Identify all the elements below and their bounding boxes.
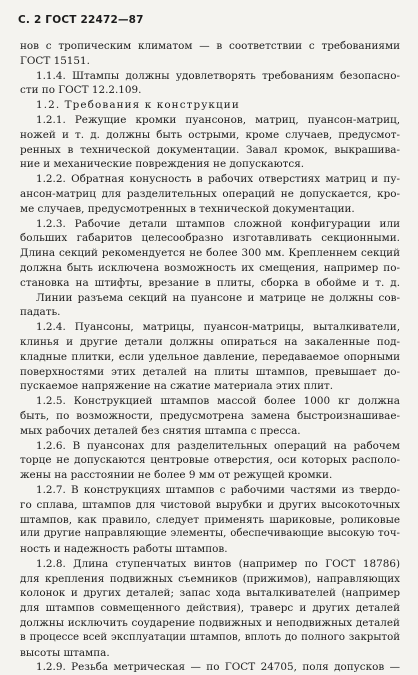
text-line: должны исключить соударение подвижных и неподвижных деталей — [20, 617, 400, 630]
text-line: должна быть исключена возможность их смещения, например по- — [20, 261, 400, 274]
text-line: штампов, как правило, следует применять шариковые, роликовые — [20, 513, 400, 526]
text-line: 1.2.1. Режущие кромки пуансонов, матриц, пуансон-матриц, — [36, 113, 400, 126]
text-line: Линии разъема секций на пуансоне и матрице не должны сов- — [36, 291, 400, 304]
text-line: ность и надежность работы штампов. — [20, 543, 228, 556]
text-line: жены на расстоянии не более 9 мм от режущей кромки. — [20, 469, 333, 482]
text-line: 1.1.4. Штампы должны удовлетворять требованиям безопасно- — [36, 69, 400, 82]
text-line: или другие направляющие элементы, обеспечивающие высокую точ- — [20, 528, 400, 540]
text-line: сти по ГОСТ 12.2.109. — [20, 84, 142, 97]
text-line: ние и механические повреждения не допускаются. — [20, 158, 305, 171]
text-line: ГОСТ 15151. — [20, 54, 90, 67]
text-line: 1.2.3. Рабочие детали штампов сложной конфигурации или — [36, 217, 400, 230]
text-line: становка на штифты, врезание в плиты, сборка в обойме и т. д. — [20, 276, 400, 289]
text-line: колонок и других деталей; запас хода выталкивателей (например — [20, 587, 400, 600]
text-line: ансон-матриц для разделительных операций не допускается, кро- — [20, 187, 400, 200]
text-line: для штампов совмещенного действия), траверс и других деталей — [20, 602, 400, 615]
text-line: больших габаритов целесообразно изготавливать секционными. — [20, 232, 400, 245]
text-line: ножей и т. д. должны быть острыми, кроме случаев, предусмот- — [20, 128, 400, 141]
text-line: Длина секций рекомендуется не более 300 мм. Крепленнем секций — [20, 247, 400, 260]
text-line: 1.2. Требования к конструкции — [36, 99, 240, 112]
text-line: 1.2.6. В пуансонах для разделительных операций на рабочем — [36, 439, 400, 452]
text-line: 1.2.9. Резьба метрическая — по ГОСТ 24705, поля допусков — — [36, 661, 400, 674]
text-line: пускаемое напряжение на сжатие материала этих плит. — [20, 380, 334, 393]
text-line: в процессе всей эксплуатации штампов, вплоть до полного закрытой — [20, 631, 400, 643]
text-line: 1.2.5. Конструкцией штампов массой более 1000 кг должна — [36, 395, 400, 408]
text-line: 1.2.8. Длина ступенчатых винтов (например по ГОСТ 18786) — [36, 557, 400, 570]
text-line: быть, по возможности, предусмотрена замена быстроизнашивае- — [20, 409, 400, 422]
text-line: 1.2.4. Пуансоны, матрицы, пуансон-матрицы, выталкиватели, — [36, 321, 400, 334]
text-line: нов с тропическим климатом — в соответствии с требованиями — [20, 40, 400, 52]
text-line: 1.2.7. В конструкциях штампов с рабочими частями из твердо- — [36, 483, 400, 496]
body-text — [20, 39, 400, 675]
text-line: 1.2.2. Обратная конусность в рабочих отверстиях матриц и пу- — [36, 173, 400, 186]
text-line: падать. — [20, 306, 61, 319]
text-line: ренных в технической документации. Завал кромок, выкрашива- — [20, 143, 400, 156]
text-line: поверхностями этих деталей на плиты штампов, превышает до- — [20, 365, 400, 378]
text-line: ме случаев, предусмотренных в технической документации. — [20, 202, 355, 215]
text-line: для крепления подвижных съемников (прижимов), направляющих — [20, 572, 400, 585]
text-line: мых рабочих деталей без снятия штампа с пресса. — [20, 424, 301, 437]
text-line: го сплава, штампов для чистовой вырубки и других высокоточных — [20, 498, 400, 511]
text-line: торце не допускаются центровые отверстия, оси которых располо- — [20, 454, 400, 467]
text-line: клинья и другие детали должны опираться на закаленные под- — [20, 335, 400, 348]
text-line: кладные плитки, если удельное давление, передаваемое опорными — [20, 350, 400, 363]
page-header: С. 2 ГОСТ 22472—87 — [18, 14, 144, 26]
text-line: высоты штампа. — [20, 646, 110, 659]
